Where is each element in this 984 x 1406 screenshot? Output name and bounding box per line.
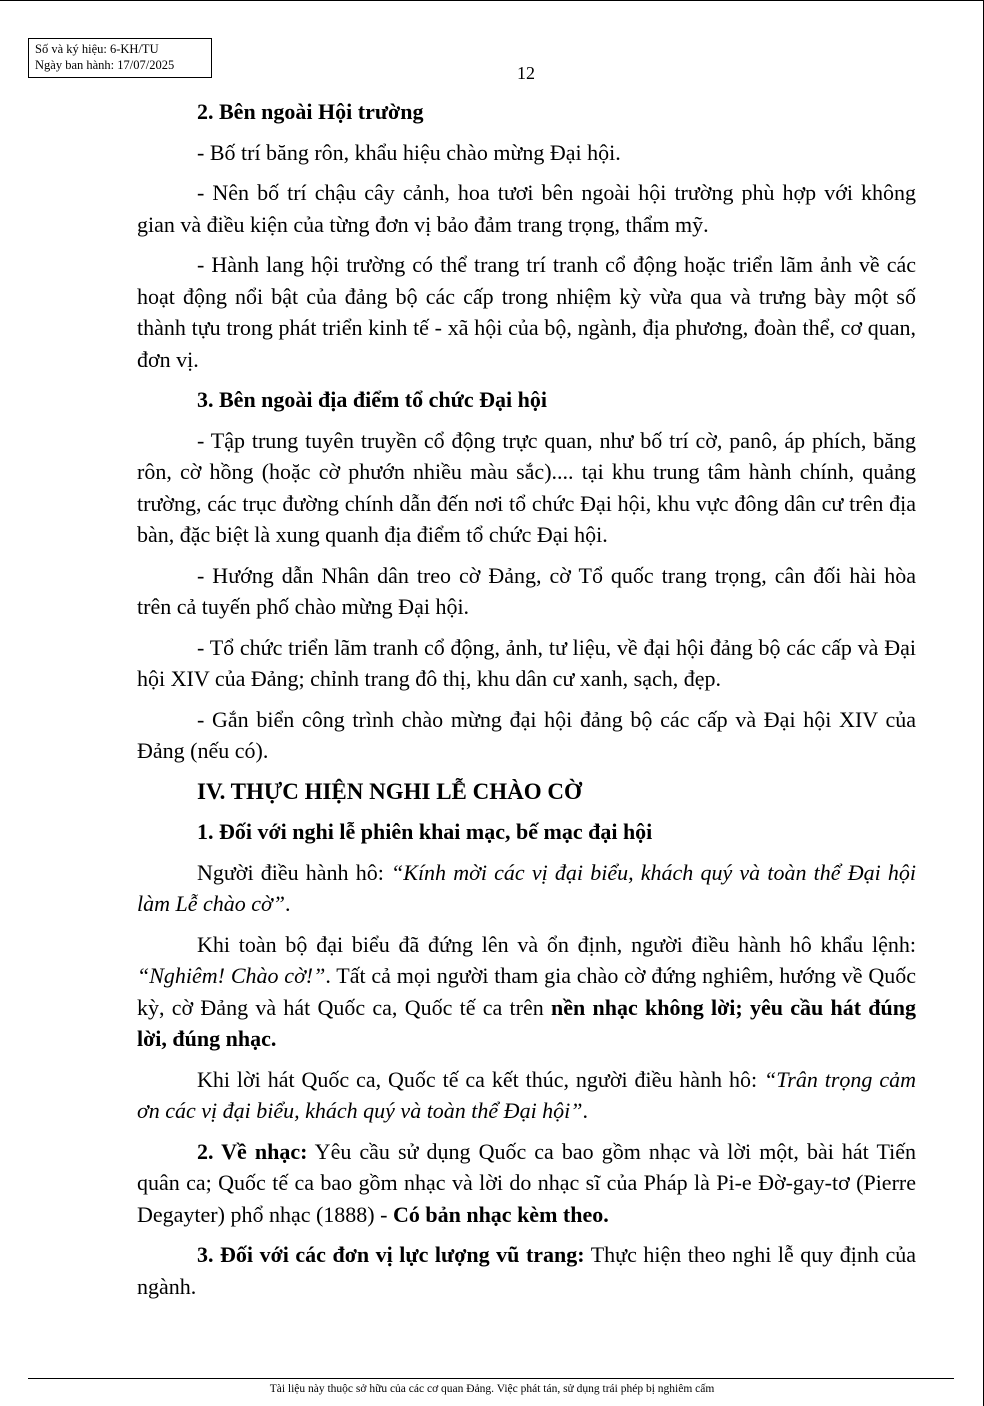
doc-number: Số và ký hiệu: 6-KH/TU [35, 42, 159, 56]
footer-divider [28, 1378, 954, 1379]
paragraph-music [137, 1136, 916, 1231]
paragraph-salute [137, 929, 916, 1055]
thanks-lead: Khi lời hát Quốc ca, Quốc tế ca kết thúc, người điều hành hô: [197, 1066, 765, 1092]
heading-outside-venue: 3. Bên ngoài địa điểm tổ chức Đại hội [197, 387, 547, 412]
salute-lead: Khi toàn bộ đại biểu đã đứng lên và ổn định, người điều hành hô khẩu lệnh: [197, 931, 916, 957]
invite-lead: Người điều hành hô: [197, 859, 392, 885]
paragraph-plaque: - Gắn biển công trình chào mừng đại hội đảng bộ các cấp và Đại hội XIV của Đảng (nếu có). [137, 706, 916, 763]
paragraph-exhibition: - Tổ chức triển lãm tranh cổ động, ảnh, tư liệu, về đại hội đảng bộ các cấp và Đại hội XIV của Đảng; chỉnh trang đô thị, khu dân cư xanh, sạch, đẹp. [137, 634, 916, 691]
paragraph-corridor: - Hành lang hội trường có thể trang trí tranh cổ động hoặc triển lãm ảnh về các hoạt động nổi bật của đảng bộ các cấp trong nhiệm kỳ vừa qua và trưng bày một số thành tựu trong phát triển kinh tế - xã hội của bộ, ngành, địa phương, đoàn thể, cơ quan, đơn vị. [137, 252, 916, 372]
thanks-end: . [582, 1098, 589, 1123]
music-heading: 2. Về nhạc: [197, 1138, 308, 1164]
paragraph-thanks [137, 1064, 916, 1127]
salute-bold: nền nhạc không lời; yêu cầu hát đúng lời, đúng nhạc. [137, 994, 916, 1051]
armed-text: Thực hiện theo nghi lễ quy định của ngành. [137, 1242, 916, 1299]
paragraph-armed-forces [137, 1239, 916, 1302]
armed-heading: 3. Đối với các đơn vị lực lượng vũ trang: [197, 1242, 585, 1267]
paragraph-flags: - Hướng dẫn Nhân dân treo cờ Đảng, cờ Tổ quốc trang trọng, cân đối hài hòa trên cả tuyến phố chào mừng Đại hội. [137, 562, 916, 619]
footer-notice: Tài liệu này thuộc sở hữu của các cơ quan Đảng. Việc phát tán, sử dụng trái phép bị nghiêm cấm [269, 1383, 715, 1395]
page-number: 12 [517, 63, 535, 83]
issue-date: Ngày ban hành: 17/07/2025 [35, 58, 175, 72]
music-text: Yêu cầu sử dụng Quốc ca bao gồm nhạc và lời một, bài hát Tiến quân ca; Quốc tế ca bao gồm nhạc và lời do nhạc sĩ của Pháp là Pi-e Đờ-gay-tơ (Pierre Degayter) phổ nhạc (1888) - [137, 1138, 916, 1227]
heading-outside-hall: 2. Bên ngoài Hội trường [197, 99, 424, 124]
invite-end: . [285, 891, 291, 916]
paragraph-banners: - Bố trí băng rôn, khẩu hiệu chào mừng Đại hội. [197, 139, 621, 165]
paragraph-plants: - Nên bố trí chậu cây cảnh, hoa tươi bên ngoài hội trường phù hợp với không gian và điều kiện của từng đơn vị bảo đảm trang trọng, thẩm mỹ. [137, 180, 916, 237]
music-attached: Có bản nhạc kèm theo. [392, 1201, 609, 1227]
top-border [0, 0, 984, 1]
salute-quote: “Nghiêm! Chào cờ!” [137, 963, 326, 988]
heading-opening-closing: 1. Đối với nghi lễ phiên khai mạc, bế mạc đại hội [197, 819, 653, 844]
invite-quote: “Kính mời các vị đại biểu, khách quý và toàn thể Đại hội làm Lễ chào cờ” [137, 859, 916, 916]
document-body [137, 96, 916, 1311]
thanks-quote: “Trân trọng cảm ơn các vị đại biểu, khách quý và toàn thể Đại hội” [137, 1066, 916, 1123]
paragraph-visual-propaganda: - Tập trung tuyên truyền cổ động trực quan, như bố trí cờ, panô, áp phích, băng rôn, cờ hồng (hoặc cờ phướn nhiều màu sắc).... tại khu trung tâm hành chính, quảng trường, các trục đường chính dẫn đến nơi tổ chức Đại hội, khu vực đông dân cư trên địa bàn, đặc biệt là xung quanh địa điểm tổ chức Đại hội. [137, 427, 916, 547]
salute-mid: . Tất cả mọi người tham gia chào cờ đứng nghiêm, hướng về Quốc kỳ, cờ Đảng và hát Quốc ca, Quốc tế ca trên [137, 963, 916, 1020]
paragraph-invite [137, 857, 916, 920]
heading-flag-ceremony: IV. THỰC HIỆN NGHI LỄ CHÀO CỜ [197, 778, 582, 804]
document-meta-box [28, 38, 212, 78]
